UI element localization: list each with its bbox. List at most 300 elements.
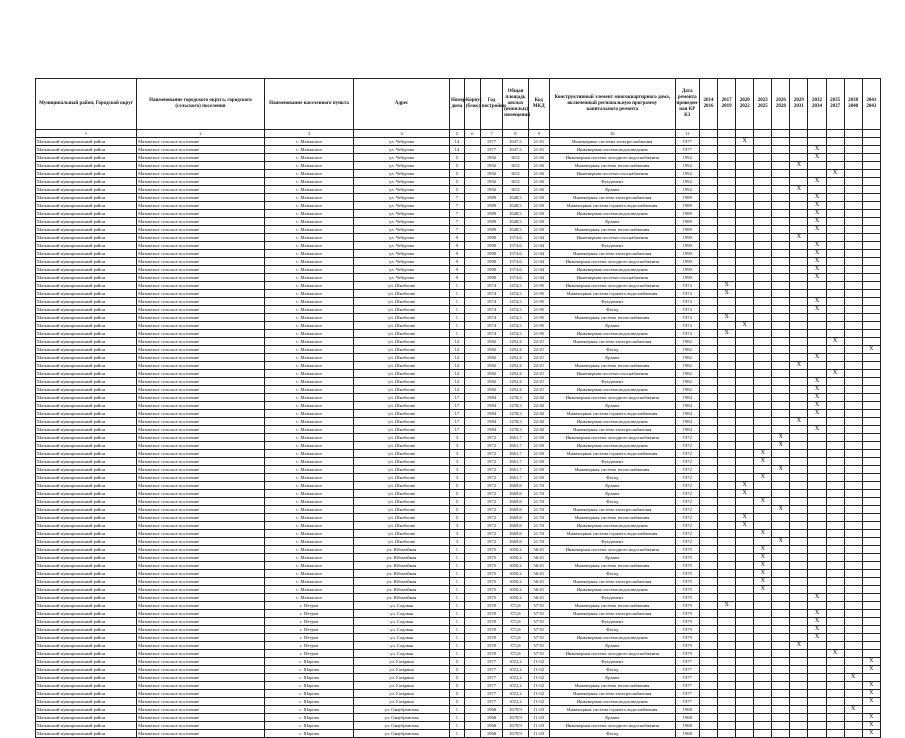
- table-cell: Мазыкское сельское поселение: [137, 474, 265, 482]
- period-cell: [700, 578, 718, 586]
- table-cell: 1648,5: [503, 194, 529, 202]
- period-cell: [736, 698, 754, 706]
- period-cell: [862, 186, 880, 194]
- table-cell: 1574,6: [503, 266, 529, 274]
- table-cell: с. Мазыкское: [264, 514, 353, 522]
- period-cell: [862, 338, 880, 346]
- period-mark: X: [808, 634, 826, 642]
- table-cell: Мазыкский муниципальный район: [36, 594, 137, 602]
- table-cell: 5: [449, 170, 464, 178]
- period-cell: [772, 722, 790, 730]
- table-row: [36, 170, 881, 178]
- table-cell: 21-05: [528, 322, 549, 330]
- table-cell: [464, 570, 480, 578]
- period-cell: [700, 538, 718, 546]
- table-cell: с. Мазыкское: [264, 410, 353, 418]
- table-cell: 1972: [480, 474, 502, 482]
- table-cell: 9: [449, 266, 464, 274]
- table-row: [36, 354, 881, 362]
- period-cell: [736, 346, 754, 354]
- period-cell: [700, 666, 718, 674]
- table-cell: 1669,8: [503, 530, 529, 538]
- table-cell: 1977: [480, 138, 502, 146]
- table-cell: Инженерная система теплоснабжения: [549, 562, 675, 570]
- table-cell: 21-03: [528, 466, 549, 474]
- period-cell: [718, 610, 736, 618]
- period-cell: [862, 458, 880, 466]
- period-cell: [862, 578, 880, 586]
- table-cell: 1977: [480, 698, 502, 706]
- table-cell: 1631: [503, 178, 529, 186]
- period-cell: [772, 570, 790, 578]
- table-cell: 1669,8: [503, 498, 529, 506]
- table-cell: Мазыкское сельское поселение: [137, 202, 265, 210]
- period-cell: [826, 242, 844, 250]
- period-cell: [790, 626, 808, 634]
- period-cell: [808, 458, 826, 466]
- table-cell: 5: [449, 698, 464, 706]
- period-cell: [754, 402, 772, 410]
- period-cell: [718, 362, 736, 370]
- period-cell: [790, 594, 808, 602]
- table-cell: [464, 386, 480, 394]
- period-cell: [808, 682, 826, 690]
- table-cell: 1990: [675, 250, 699, 258]
- table-cell: с. Мазыкское: [264, 250, 353, 258]
- table-cell: 1278,3: [503, 394, 529, 402]
- period-cell: [700, 586, 718, 594]
- period-cell: [862, 194, 880, 202]
- table-cell: Инженерная система теплоснабжения: [549, 466, 675, 474]
- table-cell: Инженерная система горячего водоснабжения: [549, 530, 675, 538]
- period-cell: [736, 682, 754, 690]
- table-cell: 1972: [480, 506, 502, 514]
- period-cell: [754, 194, 772, 202]
- period-cell: [826, 490, 844, 498]
- period-mark: X: [808, 306, 826, 314]
- table-cell: [464, 162, 480, 170]
- period-cell: [718, 354, 736, 362]
- table-cell: Мазыкский муниципальный район: [36, 714, 137, 722]
- table-cell: с. Мазыкское: [264, 170, 353, 178]
- period-cell: [718, 138, 736, 146]
- table-cell: с. Мазыкское: [264, 266, 353, 274]
- table-cell: 1474,5: [503, 322, 529, 330]
- column-index-cell: 1: [36, 130, 137, 138]
- period-cell: [736, 690, 754, 698]
- table-cell: Мазыкское сельское поселение: [137, 554, 265, 562]
- table-cell: 21-03: [528, 458, 549, 466]
- period-cell: [826, 314, 844, 322]
- period-cell: [790, 514, 808, 522]
- period-cell: [862, 570, 880, 578]
- table-cell: Мазыкский муниципальный район: [36, 298, 137, 306]
- table-cell: [464, 242, 480, 250]
- table-cell: [464, 338, 480, 346]
- period-cell: [844, 354, 862, 362]
- period-cell: [736, 674, 754, 682]
- period-cell: [700, 234, 718, 242]
- period-cell: [772, 394, 790, 402]
- table-cell: с. Мазыкское: [264, 490, 353, 498]
- period-cell: [790, 226, 808, 234]
- table-cell: с. Мазыкское: [264, 314, 353, 322]
- table-cell: с. Мазыкское: [264, 330, 353, 338]
- period-cell: [754, 642, 772, 650]
- table-cell: 1669,8: [503, 538, 529, 546]
- period-cell: [862, 522, 880, 530]
- period-cell: [862, 370, 880, 378]
- table-cell: ул. Шкоблова: [354, 490, 450, 498]
- table-cell: 9: [449, 258, 464, 266]
- period-cell: [772, 490, 790, 498]
- period-cell: [844, 562, 862, 570]
- table-cell: с. Шарова: [264, 682, 353, 690]
- table-cell: 1990: [480, 258, 502, 266]
- column-index-cell: [790, 130, 808, 138]
- period-cell: [808, 714, 826, 722]
- period-cell: [844, 378, 862, 386]
- table-row: [36, 442, 881, 450]
- table-cell: Мазыкский муниципальный район: [36, 650, 137, 658]
- table-cell: Фасад: [549, 474, 675, 482]
- period-mark: X: [790, 234, 808, 242]
- period-cell: [700, 426, 718, 434]
- period-mark: X: [862, 714, 880, 722]
- period-cell: [808, 658, 826, 666]
- period-cell: [700, 282, 718, 290]
- table-cell: Мазыкское сельское поселение: [137, 290, 265, 298]
- period-cell: [808, 506, 826, 514]
- table-cell: 5: [449, 162, 464, 170]
- table-cell: Мазыкское сельское поселение: [137, 362, 265, 370]
- table-cell: 1974: [480, 298, 502, 306]
- table-cell: с. Мазыкское: [264, 442, 353, 450]
- period-cell: [754, 490, 772, 498]
- table-cell: 12: [449, 338, 464, 346]
- period-cell: [790, 250, 808, 258]
- table-cell: 1647,5: [503, 146, 529, 154]
- period-cell: [862, 258, 880, 266]
- table-cell: Инженерная система горячего водоснабжения: [549, 706, 675, 714]
- table-cell: [464, 258, 480, 266]
- table-row: [36, 650, 881, 658]
- table-cell: Инженерная система теплоснабжения: [549, 162, 675, 170]
- period-cell: [862, 138, 880, 146]
- table-cell: Мазыкское сельское поселение: [137, 330, 265, 338]
- table-cell: Мазыкское сельское поселение: [137, 498, 265, 506]
- table-row: [36, 602, 881, 610]
- period-cell: [754, 274, 772, 282]
- table-cell: Мазыкское сельское поселение: [137, 626, 265, 634]
- table-cell: с. Петров: [264, 642, 353, 650]
- table-cell: [464, 170, 480, 178]
- table-cell: 21-05: [528, 282, 549, 290]
- table-cell: Мазыкский муниципальный район: [36, 698, 137, 706]
- period-mark: X: [772, 538, 790, 546]
- table-cell: 22-01: [528, 362, 549, 370]
- period-cell: [754, 618, 772, 626]
- period-cell: [772, 362, 790, 370]
- period-mark: X: [808, 178, 826, 186]
- table-row: [36, 538, 881, 546]
- table-cell: 1977: [675, 146, 699, 154]
- period-cell: [844, 642, 862, 650]
- table-cell: 371,8: [503, 602, 529, 610]
- table-cell: Фундамент: [549, 242, 675, 250]
- period-cell: [772, 410, 790, 418]
- table-cell: 1278,3: [503, 402, 529, 410]
- period-cell: [700, 506, 718, 514]
- table-cell: [464, 194, 480, 202]
- table-cell: Инженерная система теплоснабжения: [549, 362, 675, 370]
- period-cell: [826, 322, 844, 330]
- period-mark: X: [790, 642, 808, 650]
- period-cell: [862, 410, 880, 418]
- period-cell: [826, 666, 844, 674]
- table-cell: Фундамент: [549, 378, 675, 386]
- period-cell: [718, 530, 736, 538]
- period-cell: [772, 370, 790, 378]
- column-header-14: 2023 2025: [754, 79, 772, 130]
- table-cell: Мазыкский муниципальный район: [36, 658, 137, 666]
- table-cell: с. Мазыкское: [264, 298, 353, 306]
- table-cell: 22-01: [528, 346, 549, 354]
- period-cell: [772, 578, 790, 586]
- period-cell: [862, 378, 880, 386]
- period-cell: [700, 370, 718, 378]
- period-cell: [736, 378, 754, 386]
- table-cell: Инженерная система водоотведения: [549, 442, 675, 450]
- table-cell: Мазыкское сельское поселение: [137, 538, 265, 546]
- table-cell: 1992: [675, 154, 699, 162]
- period-cell: [718, 322, 736, 330]
- table-cell: [464, 722, 480, 730]
- period-cell: [754, 602, 772, 610]
- table-cell: Фундамент: [549, 658, 675, 666]
- table-cell: 1574,6: [503, 274, 529, 282]
- table-cell: Мазыкское сельское поселение: [137, 306, 265, 314]
- table-cell: 1992: [675, 186, 699, 194]
- table-cell: 1975: [480, 586, 502, 594]
- period-cell: [808, 370, 826, 378]
- period-cell: [826, 298, 844, 306]
- period-cell: [772, 154, 790, 162]
- period-cell: [808, 290, 826, 298]
- table-cell: [464, 250, 480, 258]
- table-cell: 21-05: [528, 298, 549, 306]
- table-row: [36, 138, 881, 146]
- period-cell: [736, 570, 754, 578]
- table-cell: 1631: [503, 154, 529, 162]
- table-cell: 5: [449, 682, 464, 690]
- table-cell: 371,8: [503, 634, 529, 642]
- period-cell: [700, 242, 718, 250]
- period-cell: [718, 634, 736, 642]
- column-header-2: Наименование населенного пункта: [264, 79, 353, 130]
- table-cell: 1647,5: [503, 138, 529, 146]
- table-cell: 22-01: [528, 338, 549, 346]
- table-cell: Инженерная система горячего водоснабжения: [549, 410, 675, 418]
- period-cell: [754, 506, 772, 514]
- table-cell: Мазыкское сельское поселение: [137, 434, 265, 442]
- table-cell: 21-03: [528, 194, 549, 202]
- period-cell: [826, 194, 844, 202]
- period-cell: [736, 338, 754, 346]
- table-cell: 1292,4: [503, 338, 529, 346]
- table-cell: 22-01: [528, 378, 549, 386]
- column-header-9: Конструктивный элемент многоквартирного дома, включенный региональную программу капитального ремонта: [549, 79, 675, 130]
- table-cell: ул. Шкоблова: [354, 514, 450, 522]
- table-cell: 7: [449, 194, 464, 202]
- table-cell: 5: [449, 514, 464, 522]
- period-cell: [772, 642, 790, 650]
- period-cell: [862, 274, 880, 282]
- period-mark: X: [754, 570, 772, 578]
- period-cell: [808, 642, 826, 650]
- period-cell: [718, 658, 736, 666]
- period-cell: [700, 274, 718, 282]
- period-cell: [790, 242, 808, 250]
- period-cell: [718, 266, 736, 274]
- table-cell: Мазыкское сельское поселение: [137, 466, 265, 474]
- table-cell: 1: [449, 730, 464, 738]
- table-cell: 9: [449, 250, 464, 258]
- period-cell: [754, 714, 772, 722]
- table-cell: Мазыкский муниципальный район: [36, 394, 137, 402]
- table-cell: 12: [449, 354, 464, 362]
- table-cell: 1679,9: [503, 730, 529, 738]
- period-cell: [790, 578, 808, 586]
- table-cell: 22-01: [528, 370, 549, 378]
- table-cell: 1968: [480, 730, 502, 738]
- column-index-cell: [736, 130, 754, 138]
- period-cell: [736, 146, 754, 154]
- period-cell: [790, 354, 808, 362]
- table-cell: 1977: [675, 666, 699, 674]
- period-cell: [808, 282, 826, 290]
- period-cell: [718, 490, 736, 498]
- table-cell: [464, 698, 480, 706]
- period-cell: [808, 578, 826, 586]
- table-cell: Мазыкский муниципальный район: [36, 218, 137, 226]
- table-cell: 1982: [480, 338, 502, 346]
- period-cell: [736, 554, 754, 562]
- table-cell: Мазыкское сельское поселение: [137, 666, 265, 674]
- table-cell: 1974: [675, 314, 699, 322]
- period-cell: [700, 322, 718, 330]
- period-cell: [862, 610, 880, 618]
- period-mark: X: [808, 218, 826, 226]
- table-cell: 3: [449, 522, 464, 530]
- period-cell: [808, 418, 826, 426]
- period-cell: [772, 194, 790, 202]
- table-cell: Мазыкский муниципальный район: [36, 362, 137, 370]
- table-cell: Мазыкский муниципальный район: [36, 170, 137, 178]
- table-cell: Мазыкское сельское поселение: [137, 578, 265, 586]
- period-cell: [772, 594, 790, 602]
- table-cell: ул. Чебурова: [354, 202, 450, 210]
- table-row: [36, 522, 881, 530]
- table-cell: 1968: [480, 706, 502, 714]
- table-cell: [464, 546, 480, 554]
- table-cell: Крыша: [549, 218, 675, 226]
- table-cell: ул. Садовая: [354, 602, 450, 610]
- period-cell: [772, 250, 790, 258]
- period-cell: [844, 370, 862, 378]
- period-cell: [736, 642, 754, 650]
- period-cell: [844, 618, 862, 626]
- period-cell: [844, 306, 862, 314]
- period-cell: [844, 450, 862, 458]
- period-cell: [844, 138, 862, 146]
- table-cell: Мазыкский муниципальный район: [36, 418, 137, 426]
- table-cell: 1: [449, 290, 464, 298]
- period-cell: [754, 234, 772, 242]
- table-cell: 57-01: [528, 618, 549, 626]
- table-cell: Мазыкское сельское поселение: [137, 674, 265, 682]
- table-cell: 1979: [675, 650, 699, 658]
- table-cell: с. Мазыкское: [264, 346, 353, 354]
- period-cell: [790, 450, 808, 458]
- period-cell: [808, 434, 826, 442]
- table-cell: Мазыкское сельское поселение: [137, 426, 265, 434]
- table-cell: с. Мазыкское: [264, 194, 353, 202]
- period-cell: [826, 602, 844, 610]
- period-cell: [700, 474, 718, 482]
- table-cell: 1984: [480, 418, 502, 426]
- table-cell: 1: [449, 610, 464, 618]
- period-cell: [772, 586, 790, 594]
- period-cell: [700, 530, 718, 538]
- table-cell: ул. Гагарина: [354, 674, 450, 682]
- period-cell: [844, 466, 862, 474]
- period-cell: [826, 538, 844, 546]
- period-cell: [808, 330, 826, 338]
- table-cell: 1974: [480, 290, 502, 298]
- table-cell: с. Мазыкское: [264, 530, 353, 538]
- table-cell: Фасад: [549, 570, 675, 578]
- table-cell: [464, 202, 480, 210]
- period-cell: [736, 218, 754, 226]
- table-cell: 1292,4: [503, 354, 529, 362]
- table-cell: ул. Чебурова: [354, 250, 450, 258]
- table-cell: 1: [449, 570, 464, 578]
- table-cell: [464, 354, 480, 362]
- period-cell: [826, 458, 844, 466]
- period-cell: [862, 282, 880, 290]
- table-cell: 17: [449, 410, 464, 418]
- table-cell: 1989: [675, 226, 699, 234]
- table-cell: с. Мазыкское: [264, 394, 353, 402]
- table-cell: Мазыкское сельское поселение: [137, 154, 265, 162]
- table-cell: 1050,2: [503, 570, 529, 578]
- period-cell: [790, 546, 808, 554]
- column-header-5: Корпус (блок): [464, 79, 480, 130]
- table-cell: 371,8: [503, 626, 529, 634]
- table-cell: ул. Шкоблова: [354, 298, 450, 306]
- period-cell: [808, 362, 826, 370]
- column-header-6: Год постройки: [480, 79, 502, 130]
- period-cell: [700, 554, 718, 562]
- table-cell: 1975: [675, 554, 699, 562]
- period-cell: [862, 418, 880, 426]
- period-mark: X: [808, 386, 826, 394]
- table-cell: 1990: [675, 234, 699, 242]
- period-cell: [754, 482, 772, 490]
- period-mark: X: [808, 354, 826, 362]
- table-cell: с. Шарова: [264, 690, 353, 698]
